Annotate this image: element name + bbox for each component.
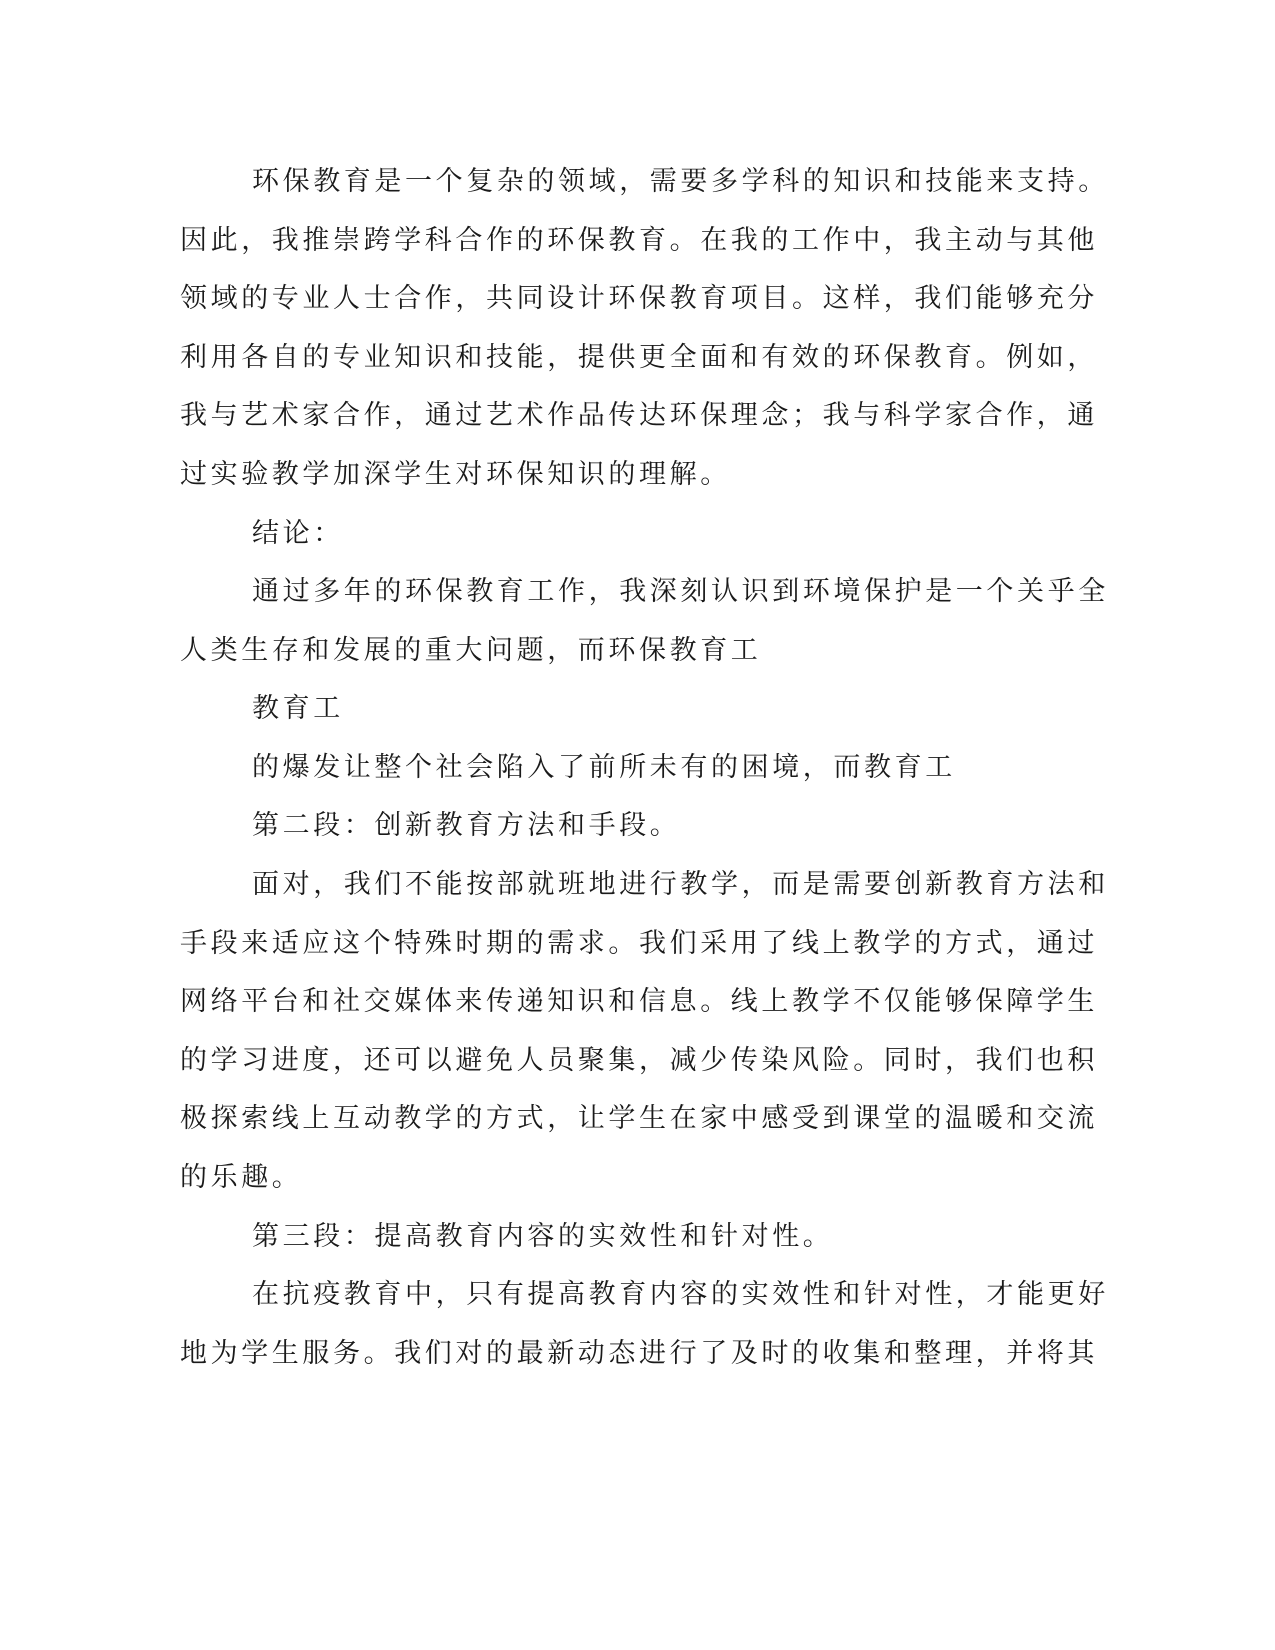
section-label: 结论： [252, 518, 344, 549]
text-line: 领域的专业人士合作，共同设计环保教育项目。这样，我们能够充分 [180, 283, 1098, 314]
text-line: 的学习进度，还可以避免人员聚集，减少传染风险。同时，我们也积 [180, 1045, 1098, 1076]
text-line: 面对，我们不能按部就班地进行教学，而是需要创新教育方法和 [252, 869, 1109, 900]
text-line: 的乐趣。 [180, 1162, 303, 1193]
text-line: 利用各自的专业知识和技能，提供更全面和有效的环保教育。例如， [180, 342, 1098, 373]
text-line: 我与艺术家合作，通过艺术作品传达环保理念；我与科学家合作，通 [180, 400, 1098, 431]
text-line: 地为学生服务。我们对的最新动态进行了及时的收集和整理，并将其 [180, 1338, 1098, 1369]
text-line: 在抗疫教育中，只有提高教育内容的实效性和针对性，才能更好 [252, 1279, 1109, 1310]
text-line: 手段来适应这个特殊时期的需求。我们采用了线上教学的方式，通过 [180, 928, 1098, 959]
section-heading: 第二段：创新教育方法和手段。 [252, 810, 681, 841]
text-line: 环保教育是一个复杂的领域，需要多学科的知识和技能来支持。 [252, 166, 1109, 197]
text-line: 过实验教学加深学生对环保知识的理解。 [180, 459, 731, 490]
text-line: 网络平台和社交媒体来传递知识和信息。线上教学不仅能够保障学生 [180, 986, 1098, 1017]
text-line: 极探索线上互动教学的方式，让学生在家中感受到课堂的温暖和交流 [180, 1103, 1098, 1134]
text-line: 通过多年的环保教育工作，我深刻认识到环境保护是一个关乎全 [252, 576, 1109, 607]
text-line: 的爆发让整个社会陷入了前所未有的困境，而教育工 [252, 752, 956, 783]
text-line: 人类生存和发展的重大问题，而环保教育工 [180, 635, 762, 666]
text-line: 教育工 [252, 693, 344, 724]
text-line: 因此，我推崇跨学科合作的环保教育。在我的工作中，我主动与其他 [180, 225, 1098, 256]
section-heading: 第三段：提高教育内容的实效性和针对性。 [252, 1221, 834, 1252]
